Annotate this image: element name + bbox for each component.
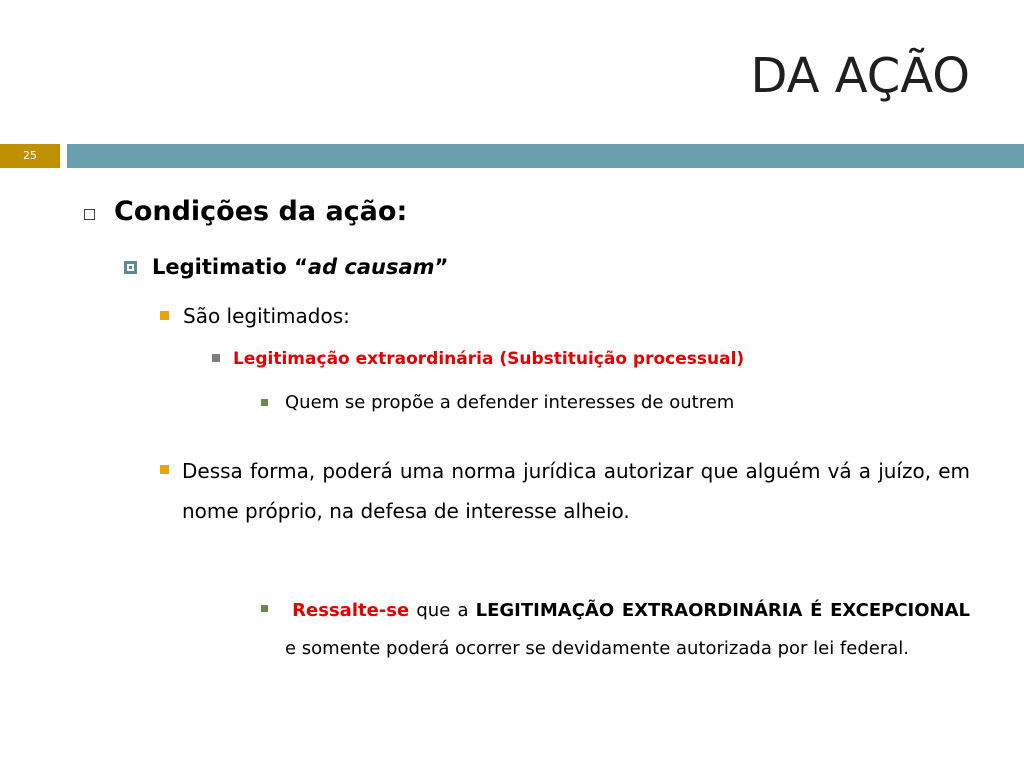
ressalte-middle: que a <box>409 600 476 621</box>
bullet-level2-legitimatio <box>152 251 448 283</box>
legitimacao-excepcional: LEGITIMAÇÃO EXTRAORDINÁRIA É EXCEPCIONAL <box>475 600 970 621</box>
bullet-level4-extraordinary: Legitimação extraordinária (Substituição processual) <box>233 349 745 369</box>
framed-square-bullet-inner <box>127 264 134 271</box>
bullet-level5-paragraph <box>285 592 970 668</box>
bullet-level5-defender: Quem se propõe a defender interesses de outrem <box>285 392 735 413</box>
page-number-badge: 25 <box>0 144 60 168</box>
slide-title: DA AÇÃO <box>750 48 970 104</box>
framed-square-bullet-core <box>129 266 132 269</box>
bullet-level1-conditions: Condições da ação: <box>114 196 408 227</box>
bullet-level3-paragraph: Dessa forma, poderá uma norma jurídica autorizar que alguém vá a juízo, em nome próprio, na defesa de interesse alheio. <box>182 459 970 523</box>
gold-square-bullet-icon <box>160 465 169 474</box>
framed-square-bullet-icon <box>124 261 137 274</box>
gray-square-bullet-icon <box>212 354 220 362</box>
hollow-square-bullet-icon <box>84 209 95 220</box>
legitimatio-suffix: ” <box>434 255 449 279</box>
green-square-bullet-icon <box>261 399 268 406</box>
green-square-bullet-icon <box>261 605 268 612</box>
title-divider-bar <box>67 144 1024 168</box>
legitimatio-prefix: Legitimatio “ <box>152 255 308 279</box>
ressalte-se-lead: Ressalte-se <box>292 600 410 621</box>
legitimatio-italic: ad causam <box>307 255 435 279</box>
ressalte-tail: e somente poderá ocorrer se devidamente autorizada por lei federal. <box>285 638 909 659</box>
gold-square-bullet-icon <box>160 311 169 320</box>
bullet-level3-legitimados: São legitimados: <box>183 304 350 328</box>
